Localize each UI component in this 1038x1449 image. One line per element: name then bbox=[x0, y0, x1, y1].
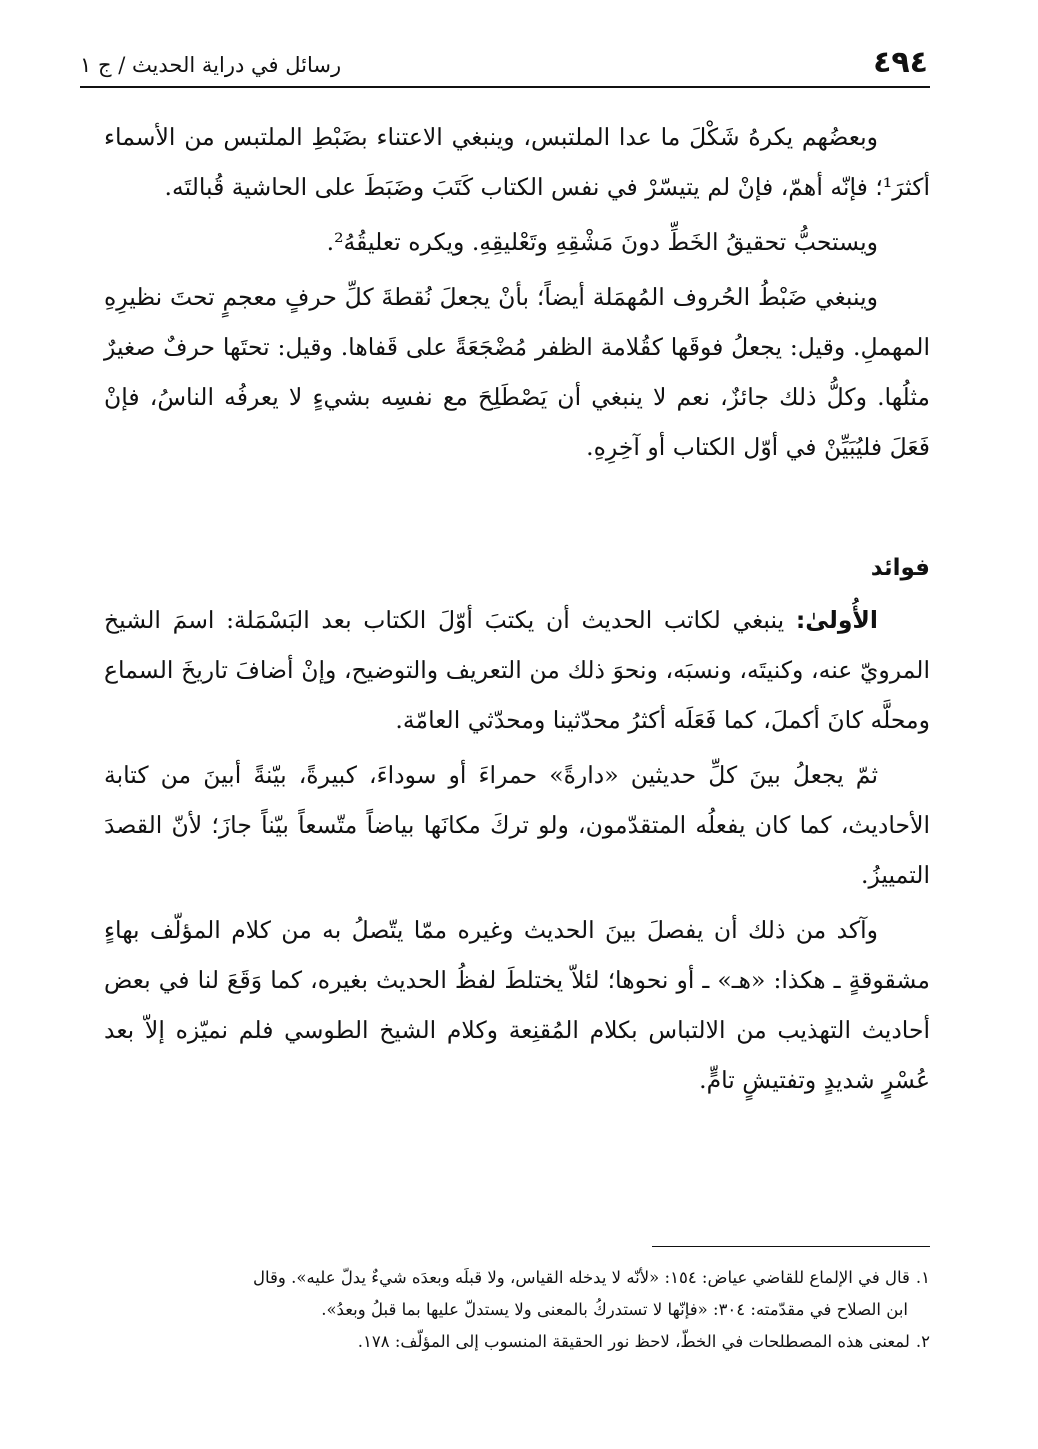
main-text bbox=[104, 112, 930, 1110]
lead-term-first: الأُولىٰ: bbox=[795, 606, 878, 634]
paragraph-1: وبعضُهم يكرهُ شَكْلَ ما عدا الملتبس، وينبغي الاعتناء بضَبْطِ الملتبس من الأسماء أكثرَ¹؛ فإنّه أهمّ، فإنْ لم يتيسّرْ في نفس الكتاب كَتَبَ وضَبَطَ على الحاشية قُبالتَه. bbox=[104, 123, 930, 201]
page-header bbox=[80, 38, 928, 80]
footnote-1-line-1: قال في الإلماع للقاضي عياض: ١٥٤: «لأنّه لا يدخله القياس، ولا قبلَه وبعدَه شيءٌ يدلّ عليه». وقال bbox=[252, 1268, 910, 1287]
footnotes bbox=[104, 1262, 930, 1358]
page-number: ٤٩٤ bbox=[873, 45, 928, 80]
footnote-1-number: ١. bbox=[915, 1268, 930, 1287]
footnote-2-number: ٢. bbox=[915, 1332, 930, 1351]
footnote-2-text: لمعنى هذه المصطلحات في الخطّ، لاحظ نور الحقيقة المنسوب إلى المؤلّف: ١٧٨. bbox=[357, 1332, 910, 1351]
paragraph-3: وينبغي ضَبْطُ الحُروف المُهمَلة أيضاً؛ بأنْ يجعلَ نُقطةَ كلِّ حرفٍ معجمٍ تحتَ نظيرِهِ المهملِ. وقيل: يجعلُ فوقَها كقُلامة الظفر مُضْجَعَةً على قَفاها. وقيل: تحتَها حرفٌ صغيرٌ مثلُها. وكلُّ ذلك جائزٌ، نعم لا ينبغي أن يَصْطَلِحَ مع نفسِه بشيءٍ لا يعرفُه الناسُ، فإنْ فَعَلَ فليُبَيِّنْ في أوّل الكتاب أو آخِرِهِ. bbox=[104, 283, 930, 461]
footnote-2 bbox=[104, 1326, 930, 1358]
header-rule bbox=[80, 86, 930, 88]
footnote-rule bbox=[652, 1246, 930, 1247]
paragraph-2: ويستحبُّ تحقيقُ الخَطِّ دونَ مَشْقِهِ وتَعْليقِهِ. ويكره تعليقُهُ². bbox=[326, 228, 878, 256]
paragraph-4-text: ينبغي لكاتب الحديث أن يكتبَ أوّلَ الكتاب بعد البَسْمَلة: اسمَ الشيخ المرويّ عنه، وكنيتَه، ونسبَه، ونحوَ ذلك من التعريف والتوضيح، وإنْ أضافَ تاريخَ السماع ومحلَّه كانَ أكملَ، كما فَعَلَه أكثرُ محدّثينا ومحدّثي العامّة. bbox=[104, 606, 930, 734]
footnote-1 bbox=[104, 1262, 930, 1294]
running-title: رسائل في دراية الحديث / ج ١ bbox=[80, 53, 342, 77]
paragraph-5: ثمّ يجعلُ بينَ كلِّ حديثين «دارةً» حمراءَ أو سوداءَ، كبيرةً، بيّنةً أبينَ من كتابة الأحاديث، كما كان يفعلُه المتقدّمون، ولو تركَ مكانَها بياضاً متّسعاً بيّناً جازَ؛ لأنّ القصدَ التمييزُ. bbox=[104, 761, 930, 889]
paragraph-4 bbox=[104, 595, 930, 745]
section-heading: فوائد bbox=[870, 555, 930, 581]
footnote-1-line-2: ابن الصلاح في مقدّمته: ٣٠٤: «فإنّها لا تستدركُ بالمعنى ولا يستدلّ عليها بما قبلُ وبعدُ». bbox=[321, 1300, 908, 1319]
paragraph-6: وآكد من ذلك أن يفصلَ بينَ الحديث وغيره ممّا يتّصلُ به من كلام المؤلّف بهاءٍ مشقوقةٍ ـ هكذا: «هـ» ـ أو نحوها؛ لئلاّ يختلطَ لفظُ الحديث بغيره، كما وَقَعَ لنا في بعض أحاديث التهذيب من الالتباس بكلام المُقنِعة وكلام الشيخ الطوسي فلم نميّزه إلاّ بعد عُسْرٍ شديدٍ وتفتيشٍ تامٍّ. bbox=[104, 916, 930, 1094]
